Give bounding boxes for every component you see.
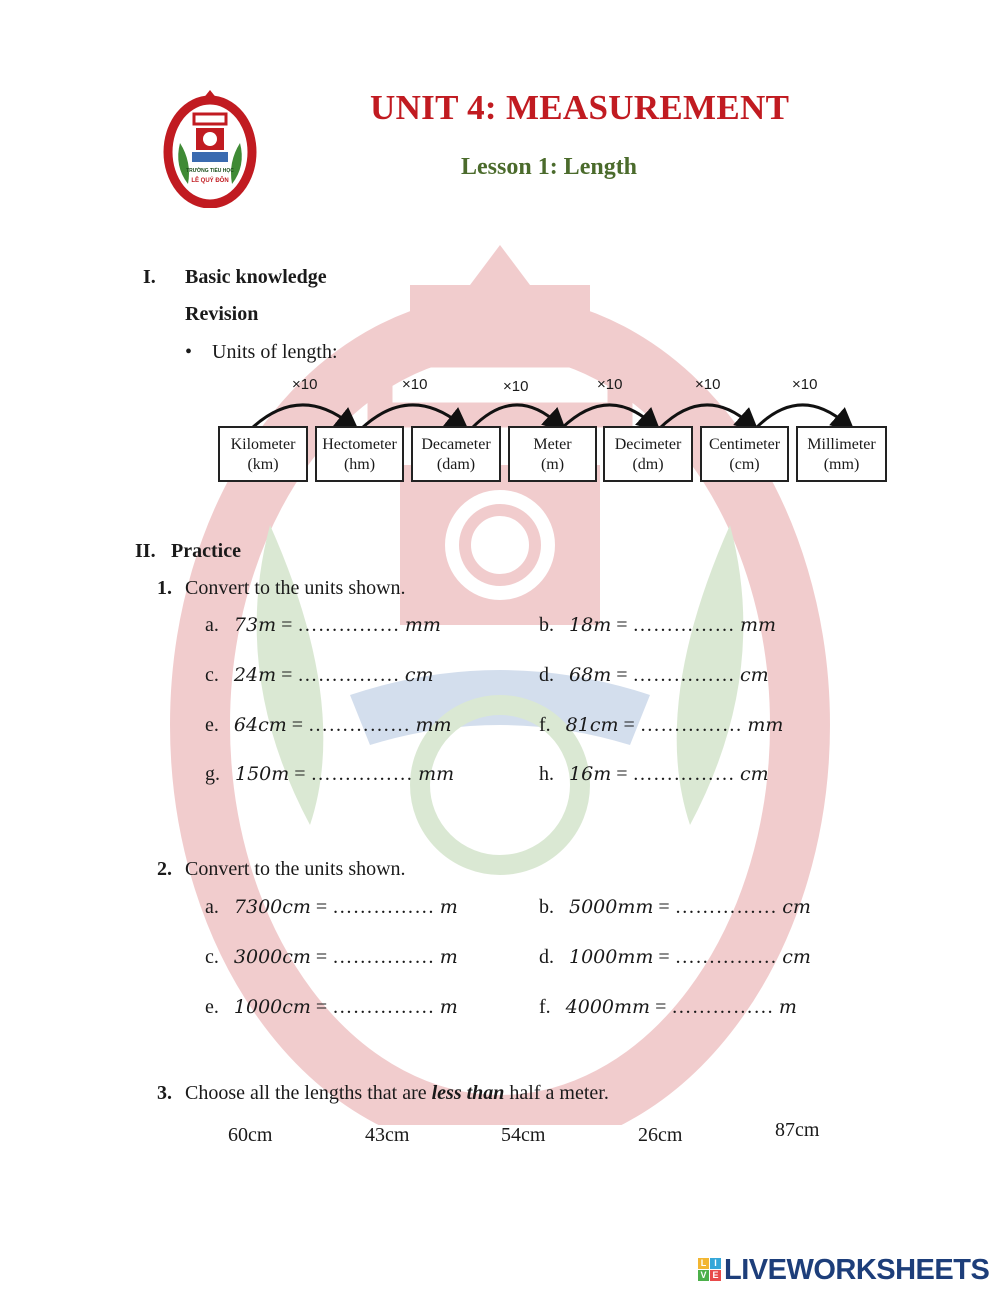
bullet-marker: • [185, 341, 193, 363]
q2-item-b: b. 5000mm = …………… cm [539, 896, 811, 918]
unit-name: Decimeter [614, 436, 682, 453]
unit-abbr: (mm) [823, 456, 860, 473]
choice-option[interactable]: 60cm [228, 1124, 273, 1146]
unit-name: Meter [533, 436, 572, 453]
item-value: 5000 [569, 896, 618, 918]
item-from-unit: cm [282, 946, 311, 968]
item-from-unit: m [593, 614, 612, 636]
item-from-unit: m [593, 664, 612, 686]
item-value: 7300 [233, 896, 283, 918]
answer-blank[interactable]: …………… [632, 763, 735, 785]
answer-blank[interactable]: …………… [632, 664, 735, 686]
liveworksheets-brand [698, 1254, 998, 1286]
q1-item-c: c. 24m = …………… cm [205, 664, 434, 686]
item-from-unit: m [271, 763, 290, 785]
bullet-units-of-length: Units of length: [212, 341, 338, 363]
unit-box-decimeter [603, 426, 693, 482]
multiplier-label: ×10 [292, 376, 318, 393]
logo-letter-v: V [698, 1270, 709, 1281]
item-value: 81 [565, 714, 590, 736]
item-to-unit: m [439, 996, 458, 1018]
page-title: UNIT 4: MEASUREMENT [370, 88, 790, 127]
prompt-text: half a meter. [504, 1082, 609, 1104]
unit-box-meter [508, 426, 597, 482]
answer-blank[interactable]: …………… [332, 946, 435, 968]
q2-item-c: c. 3000cm = …………… m [205, 946, 458, 968]
item-to-unit: cm [740, 664, 769, 686]
arrow-km-hm [252, 405, 350, 428]
item-to-unit: cm [782, 896, 811, 918]
unit-name: Hectometer [322, 436, 397, 453]
item-value: 150 [235, 763, 272, 785]
q2-item-f: f. 4000mm = …………… m [539, 996, 797, 1018]
unit-name: Kilometer [230, 436, 296, 453]
unit-abbr: (m) [540, 456, 565, 473]
question-number-3: 3. [157, 1082, 172, 1104]
item-label: f. [539, 714, 551, 736]
multiplier-label: ×10 [503, 378, 529, 395]
logo-letter-i: I [710, 1258, 721, 1269]
answer-blank[interactable]: …………… [332, 896, 435, 918]
q1-item-d: d. 68m = …………… cm [539, 664, 769, 686]
answer-blank[interactable]: …………… [297, 664, 400, 686]
item-value: 16 [569, 763, 594, 785]
item-label: c. [205, 664, 219, 686]
unit-box-millimeter [796, 426, 887, 482]
item-to-unit: cm [404, 664, 434, 686]
answer-blank[interactable]: …………… [671, 996, 774, 1018]
item-from-unit: m [258, 614, 277, 636]
item-from-unit: m [593, 763, 612, 785]
multiplier-label: ×10 [792, 376, 818, 393]
item-label: a. [205, 614, 219, 636]
unit-box-decameter [411, 426, 501, 482]
answer-blank[interactable]: …………… [632, 614, 735, 636]
lesson-subtitle: Lesson 1: Length [461, 154, 638, 180]
q2-item-e: e. 1000cm = …………… m [205, 996, 458, 1018]
item-value: 24 [233, 664, 259, 686]
item-label: e. [205, 996, 219, 1018]
item-value: 4000 [565, 996, 615, 1018]
unit-box-hectometer [315, 426, 404, 482]
item-label: d. [539, 946, 554, 968]
unit-box-centimeter [700, 426, 789, 482]
section-numeral-2: II. [135, 540, 156, 562]
choice-option[interactable]: 87cm [775, 1119, 820, 1141]
section-subheading-revision: Revision [185, 303, 259, 325]
q1-item-a: a. 73m = …………… mm [205, 614, 441, 636]
choice-option[interactable]: 43cm [365, 1124, 410, 1146]
item-label: g. [205, 763, 220, 785]
unit-box-kilometer [218, 426, 308, 482]
q1-item-g: g. 150m = …………… mm [205, 763, 455, 785]
unit-abbr: (km) [247, 456, 279, 473]
unit-name: Centimeter [708, 436, 781, 453]
item-value: 18 [569, 614, 594, 636]
answer-blank[interactable]: …………… [674, 946, 778, 968]
item-from-unit: cm [258, 714, 287, 736]
multiplier-label: ×10 [597, 376, 623, 393]
unit-abbr: (dm) [632, 456, 664, 473]
item-to-unit: m [439, 896, 458, 918]
unit-name: Millimeter [807, 436, 876, 453]
unit-abbr: (dam) [436, 456, 476, 473]
item-value: 1000 [569, 946, 618, 968]
arrow-dam-m [472, 405, 558, 428]
question-prompt-2: Convert to the units shown. [185, 858, 406, 880]
q1-item-f: f. 81cm = …………… mm [539, 714, 784, 736]
item-to-unit: mm [747, 714, 784, 736]
item-value: 3000 [233, 946, 283, 968]
item-value: 64 [233, 714, 259, 736]
item-label: d. [539, 664, 554, 686]
multiplier-label: ×10 [402, 376, 428, 393]
section-heading-practice: Practice [171, 540, 241, 562]
item-to-unit: m [439, 946, 458, 968]
item-to-unit: mm [404, 614, 441, 636]
choice-option[interactable]: 54cm [501, 1124, 546, 1146]
q2-item-d: d. 1000mm = …………… cm [539, 946, 811, 968]
answer-blank[interactable]: …………… [639, 714, 743, 736]
question-number-1: 1. [157, 577, 172, 599]
q1-item-h: h. 16m = …………… cm [539, 763, 769, 785]
item-from-unit: mm [614, 996, 651, 1018]
item-label: b. [539, 896, 554, 918]
section-heading-basic-knowledge: Basic knowledge [185, 266, 327, 288]
section-numeral-1: I. [143, 266, 156, 288]
item-label: e. [205, 714, 219, 736]
question-number-2: 2. [157, 858, 172, 880]
item-to-unit: mm [418, 763, 455, 785]
unit-abbr: (hm) [343, 456, 376, 473]
question-prompt-3 [185, 1082, 609, 1105]
item-from-unit: m [258, 664, 277, 686]
q1-item-b: b. 18m = …………… mm [539, 614, 777, 636]
liveworksheets-wordmark: LIVEWORKSHEETS [724, 1254, 990, 1286]
item-to-unit: mm [415, 714, 452, 736]
item-to-unit: cm [782, 946, 811, 968]
item-from-unit: cm [589, 714, 619, 736]
answer-blank[interactable]: …………… [332, 996, 435, 1018]
answer-blank[interactable]: …………… [674, 896, 778, 918]
answer-blank[interactable]: …………… [308, 714, 411, 736]
item-value: 68 [569, 664, 594, 686]
liveworksheets-logo-icon [698, 1258, 722, 1282]
item-from-unit: mm [617, 896, 654, 918]
item-label: a. [205, 896, 219, 918]
question-prompt-1: Convert to the units shown. [185, 577, 406, 599]
multiplier-label: ×10 [695, 376, 721, 393]
answer-blank[interactable]: …………… [310, 763, 414, 785]
arrow-hm-dam [362, 405, 460, 428]
logo-text-bottom: LÊ QUÝ ĐÔN [191, 178, 229, 184]
item-label: h. [539, 763, 554, 785]
item-value: 73 [233, 614, 259, 636]
logo-text-top: TRƯỜNG TIỂU HỌC [186, 168, 234, 174]
logo-letter-l: L [698, 1258, 709, 1269]
item-value: 1000 [233, 996, 283, 1018]
prompt-emphasis: less than [431, 1082, 505, 1104]
q2-item-a: a. 7300cm = …………… m [205, 896, 458, 918]
logo-letter-e: E [710, 1270, 721, 1281]
unit-name: Decameter [421, 436, 491, 453]
item-label: f. [539, 996, 551, 1018]
answer-blank[interactable]: …………… [297, 614, 400, 636]
item-label: c. [205, 946, 219, 968]
item-from-unit: cm [282, 996, 311, 1018]
unit-abbr: (cm) [729, 456, 760, 473]
item-to-unit: mm [740, 614, 777, 636]
prompt-text: Choose all the lengths that are [185, 1082, 432, 1104]
arrow-cm-mm [756, 405, 846, 428]
item-to-unit: cm [740, 763, 769, 785]
item-from-unit: mm [617, 946, 654, 968]
item-label: b. [539, 614, 554, 636]
school-logo [162, 88, 258, 208]
choice-option[interactable]: 26cm [638, 1124, 683, 1146]
arrow-dm-cm [660, 405, 750, 428]
item-to-unit: m [778, 996, 797, 1018]
item-from-unit: cm [282, 896, 311, 918]
q1-item-e: e. 64cm = …………… mm [205, 714, 452, 736]
arrow-m-dm [562, 405, 652, 428]
